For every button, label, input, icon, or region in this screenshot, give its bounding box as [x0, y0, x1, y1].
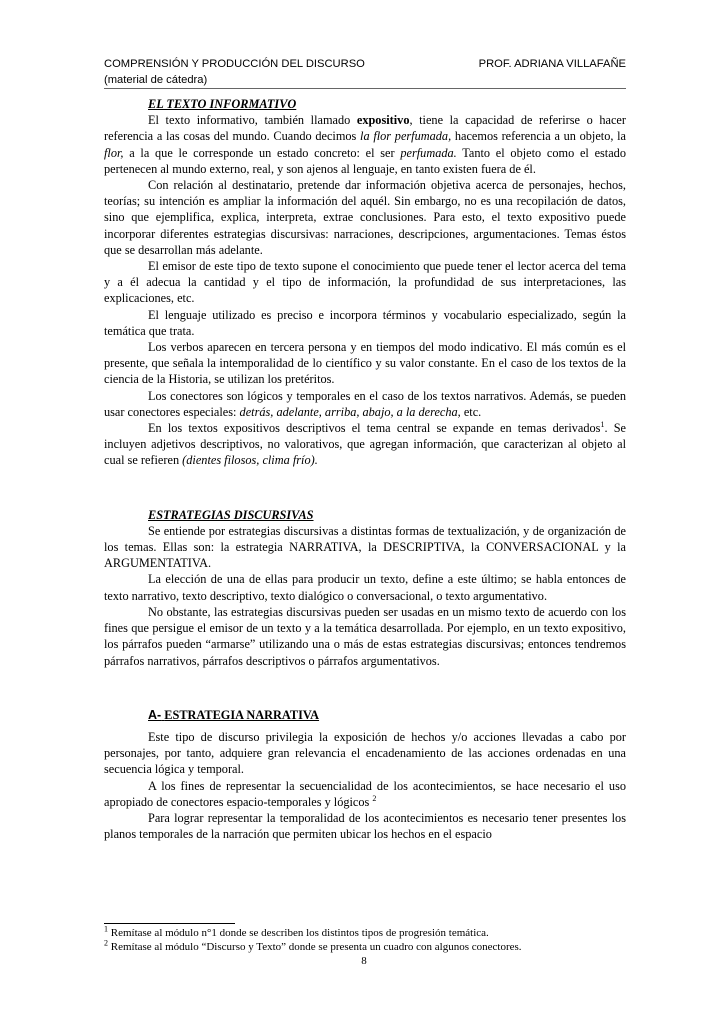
paragraph: El emisor de este tipo de texto supone el conocimiento que puede tener el lector acerca del tema y a él adecua la cantidad y el tipo de información, la profundidad de sus interpretaciones, las explicaciones, etc. — [104, 259, 626, 306]
paragraph: Con relación al destinatario, pretende dar información objetiva acerca de personajes, hechos, teorías; su intención es ampliar la información del aquél. Sin embargo, no es una recopilación de datos, sino que ejemplifica, explica, interpreta, extrae conclusiones. Para esto, el texto expositivo puede incorporar diferentes estrategias discursivas: narraciones, descripciones, argumentaciones. Temas éstos que se desarrollan más adelante. — [104, 178, 626, 257]
footnote-number: 2 — [104, 937, 108, 947]
footnotes — [104, 924, 626, 954]
text-run: etc. — [460, 404, 482, 419]
footnote-text: Remítase al módulo “Discurso y Texto” donde se presenta un cuadro con algunos conectores. — [108, 940, 522, 953]
footnote-rule — [104, 923, 235, 924]
header-rule — [104, 88, 626, 89]
text-run: El texto informativo, también llamado — [148, 113, 357, 128]
text-run: A los fines de representar la secuencialidad de los acontecimientos, se hace necesario el uso apropiado de conectores espacio-temporales y lógicos — [104, 778, 626, 809]
footnote-ref[interactable]: 2 — [372, 793, 377, 803]
paragraph: El lenguaje utilizado es preciso e incorpora términos y vocabulario especializado, según la temática que trata. — [104, 307, 626, 338]
header-subtitle: (material de cátedra) — [104, 74, 208, 86]
italic-term: detrás, adelante, arriba, abajo, a la derecha, — [239, 404, 461, 419]
footnote — [104, 924, 626, 941]
section-title-narrativa — [104, 707, 626, 723]
footnote-ref[interactable]: 1 — [600, 419, 605, 429]
section-title-texto-informativo: EL TEXTO INFORMATIVO — [148, 97, 297, 111]
paragraph — [104, 388, 626, 420]
italic-term: la flor perfumada, — [360, 129, 452, 144]
footnote-text: Remítase al módulo n°1 donde se describen los distintos tipos de progresión temática. — [108, 927, 489, 939]
paragraph: Se entiende por estrategias discursivas a distintas formas de textualización, y de organización de los temas. Ellas son: la estrategia NARRATIVA, la DESCRIPTIVA, la CONVERSACIONAL y la ARGUMENTATIVA. — [104, 523, 626, 571]
professor-name: PROF. ADRIANA VILLAFAÑE — [478, 58, 626, 70]
page-header — [104, 56, 626, 88]
paragraph: Los verbos aparecen en tercera persona y en tiempos del modo indicativo. El más común es el presente, que señala la intemporalidad de lo científico y su valor constante. En el caso de los textos de la ciencia de la Historia, se utilizan los pretéritos. — [104, 340, 626, 387]
paragraph: La elección de una de ellas para producir un texto, define a este último; se habla entonces de texto narrativo, texto descriptivo, texto dialógico o conversacional, o texto argumentativo. — [104, 572, 626, 603]
italic-term: (dientes filosos, clima frío). — [182, 453, 318, 468]
paragraph — [104, 420, 626, 469]
text-run: hacemos referencia a un objeto, la — [451, 129, 626, 144]
italic-term: flor, — [104, 145, 124, 160]
footnote-number: 1 — [104, 924, 108, 934]
paragraph — [104, 112, 626, 177]
text-run: En los textos expositivos descriptivos el tema central se expande en temas derivados — [148, 421, 601, 436]
bold-term: expositivo — [356, 113, 410, 128]
paragraph: Este tipo de discurso privilegia la exposición de hechos y/o acciones llevadas a cabo por personajes, por tanto, adquiere gran relevancia el encadenamiento de las acciones ordenadas en una secuencia lógica y temporal. — [104, 729, 626, 777]
italic-term: perfumada. — [400, 145, 457, 160]
section-title-estrategias: ESTRATEGIAS DISCURSIVAS — [148, 507, 314, 522]
page-number: 8 — [361, 955, 367, 967]
paragraph: Para lograr representar la temporalidad de los acontecimientos es necesario tener presentes los planos temporales de la narración que permiten ubicar los hechos en el espacio — [104, 810, 626, 842]
document-body — [104, 96, 626, 842]
course-title: COMPRENSIÓN Y PRODUCCIÓN DEL DISCURSO — [104, 58, 365, 70]
paragraph — [104, 778, 626, 810]
spacer — [104, 669, 626, 707]
section-letter: A- — [148, 707, 162, 722]
text-run: Tanto el objeto como el estado pertenecen al mundo externo, real, y son ajenos al lenguaje, en tanto existen fuera de él. — [104, 145, 626, 176]
text-run: , tiene la capacidad de referirse o hacer referencia a las cosas del mundo. Cuando decimos — [104, 113, 626, 144]
text-run: a la que le corresponde un estado concreto: el ser — [123, 145, 401, 160]
spacer — [104, 469, 626, 507]
footnote — [104, 937, 626, 955]
section-title-text: ESTRATEGIA NARRATIVA — [164, 707, 320, 722]
text-run: . Se incluyen adjetivos descriptivos, no valorativos, que agregan información, que caracterizan al objeto al cual se refieren — [104, 421, 626, 468]
text-run: Los conectores son lógicos y temporales en el caso de los textos narrativos. Además, se pueden usar conectores especiales: — [104, 388, 626, 419]
paragraph: No obstante, las estrategias discursivas pueden ser usadas en un mismo texto de acuerdo con los fines que persigue el emisor de un texto y a la temática desarrollada. Por ejemplo, en un texto expositivo, los párrafos pueden “armarse” utilizando una o más de estas estrategias discursivas; entonces tendremos párrafos narrativos, párrafos descriptivos o párrafos argumentativos. — [104, 604, 626, 668]
